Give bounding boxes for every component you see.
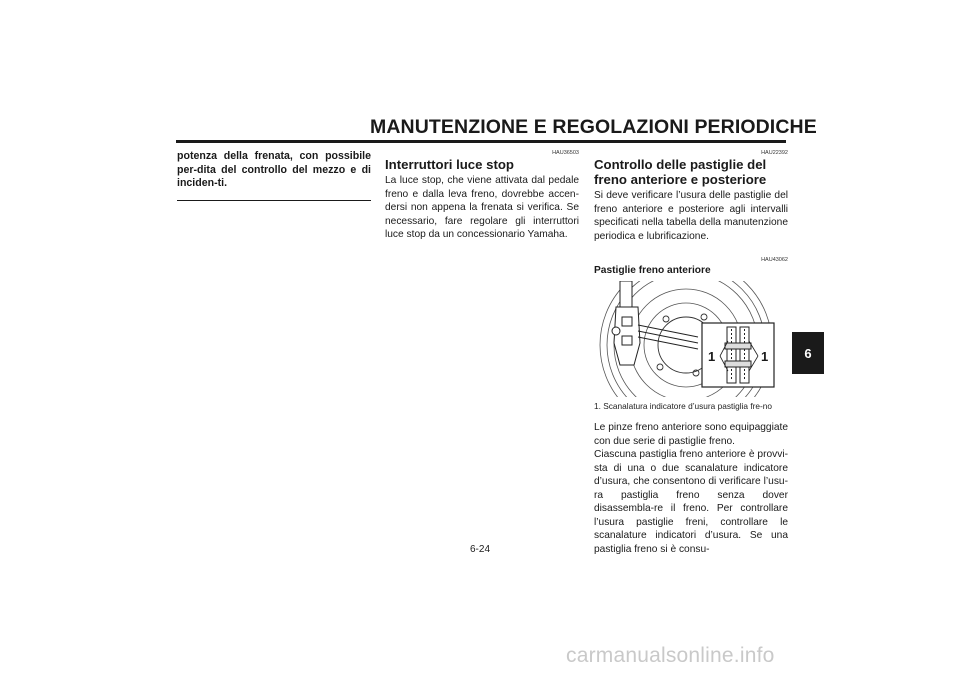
brake-light-switches-text: La luce stop, che viene attivata dal pedale freno e dalla leva freno, dovrebbe accen-dersi non appena la frenata si verifica. Se necessario, fare regolare gli interruttori luce stop da un concessionario Yamaha.: [385, 175, 579, 240]
section-heading-brake-light-switches: Interruttori luce stop: [385, 157, 514, 172]
section-code: HAU36503: [552, 150, 579, 156]
title-rule: [176, 140, 786, 143]
page-number: 6-24: [469, 544, 490, 555]
right-column: [594, 150, 788, 556]
page-title: MANUTENZIONE E REGOLAZIONI PERIODICHE: [370, 116, 817, 138]
front-pads-text-1: Le pinze freno anteriore sono equipaggiate con due serie di pastiglie freno.: [594, 422, 788, 447]
chapter-tab[interactable]: 6: [792, 332, 824, 374]
front-pads-text-2: Ciascuna pastiglia freno anteriore è provvi-sta di una o due scanalature indicatore d’usura, che consentono di verificare l’usu-ra pastiglia freno senza dover disassembla-re il freno. Per controllare l’usura pastiglie freni, controllare le scanalature indicatori d’usura. Se una pastiglia freno si è consu-: [594, 449, 788, 555]
figure-caption: 1. Scanalatura indicatore d’usura pastiglia fre-no: [594, 401, 773, 411]
section-heading-brake-pads: Controllo delle pastiglie del freno anteriore e posteriore: [594, 157, 767, 187]
section-code: HAU43062: [761, 257, 788, 263]
left-column: [177, 150, 371, 201]
figure-label-left: 1: [708, 349, 716, 364]
warning-end-rule: [177, 200, 371, 202]
section-code: HAU22392: [761, 150, 788, 156]
brake-pads-text: Si deve verificare l’usura delle pastiglie del freno anteriore e posteriore agli intervalli specificati nella tabella della manutenzione periodica e lubrificazione.: [594, 190, 788, 242]
warning-text: potenza della frenata, con possibile per-dita del controllo del mezzo e di inciden-ti.: [177, 150, 371, 189]
front-brake-pad-figure: [594, 281, 788, 397]
figure-label-right: 1: [761, 349, 769, 364]
subsection-heading-front-pads: Pastiglie freno anteriore: [594, 265, 711, 276]
middle-column: [385, 150, 579, 242]
watermark: carmanualsonline.info: [566, 644, 775, 667]
fork-and-caliper: [612, 281, 698, 365]
